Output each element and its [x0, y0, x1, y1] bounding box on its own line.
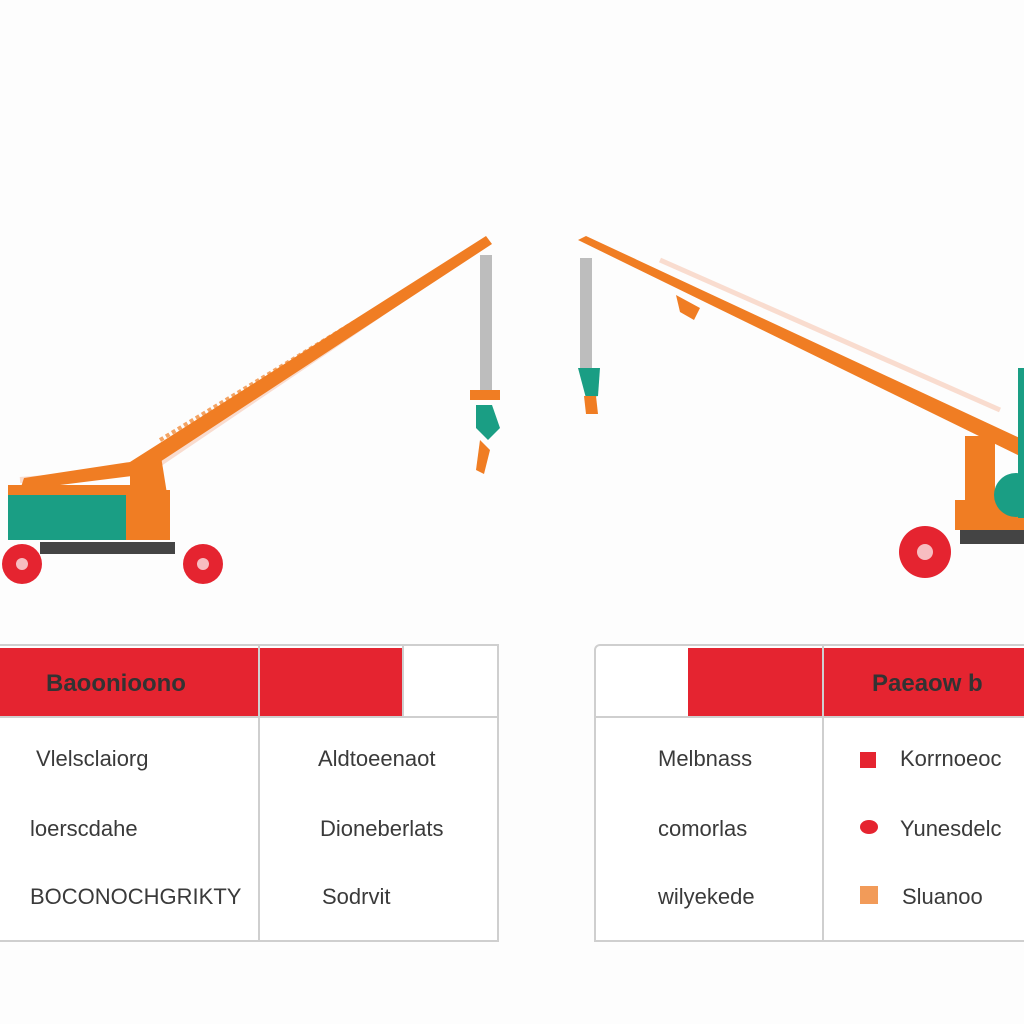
- right-table-divider: [822, 646, 824, 940]
- right-table-cell: Sluanoo: [902, 884, 983, 909]
- right-table-cell: wilyekede: [658, 884, 755, 909]
- left-crane-boom: [20, 236, 492, 490]
- right-crane-hook: [578, 368, 600, 398]
- right-crane-boom: [578, 236, 1024, 458]
- left-table-header-rule: [0, 716, 497, 718]
- left-crane-hook: [476, 405, 500, 440]
- right-table-cell: Korrnoeoc: [900, 746, 1002, 771]
- left-table-cell: Vlelsclaiorg: [36, 746, 149, 771]
- right-table: [594, 644, 1024, 942]
- right-crane-cable: [580, 258, 592, 368]
- left-table: [0, 644, 499, 942]
- right-table-cell: Melbnass: [658, 746, 753, 771]
- left-table-cell: Sodrvit: [322, 884, 391, 909]
- left-table-cell: loerscdahe: [30, 816, 138, 841]
- right-crane: [578, 236, 1024, 578]
- left-table-header: Baoonioono: [46, 670, 186, 697]
- left-table-cell: Aldtoeenaot: [318, 746, 436, 771]
- grid-marker-icon: [860, 886, 878, 904]
- left-crane: [2, 236, 500, 584]
- right-table-header-rule: [596, 716, 1024, 718]
- circle-marker-icon: [860, 820, 878, 834]
- cranes-illustration: [0, 200, 1024, 600]
- square-marker-icon: [860, 752, 876, 768]
- left-table-divider: [258, 646, 260, 940]
- right-table-cell: comorlas: [658, 816, 748, 841]
- left-table-cell: BOCONOCHGRIKTY: [30, 884, 242, 909]
- right-table-cell: Yunesdelc: [900, 816, 1002, 841]
- right-table-header: Paeaow b: [872, 670, 983, 697]
- left-crane-cab: [8, 490, 128, 540]
- left-table-header-divider: [402, 646, 404, 718]
- left-crane-cable: [480, 255, 492, 395]
- left-table-cell: Dioneberlats: [320, 816, 444, 841]
